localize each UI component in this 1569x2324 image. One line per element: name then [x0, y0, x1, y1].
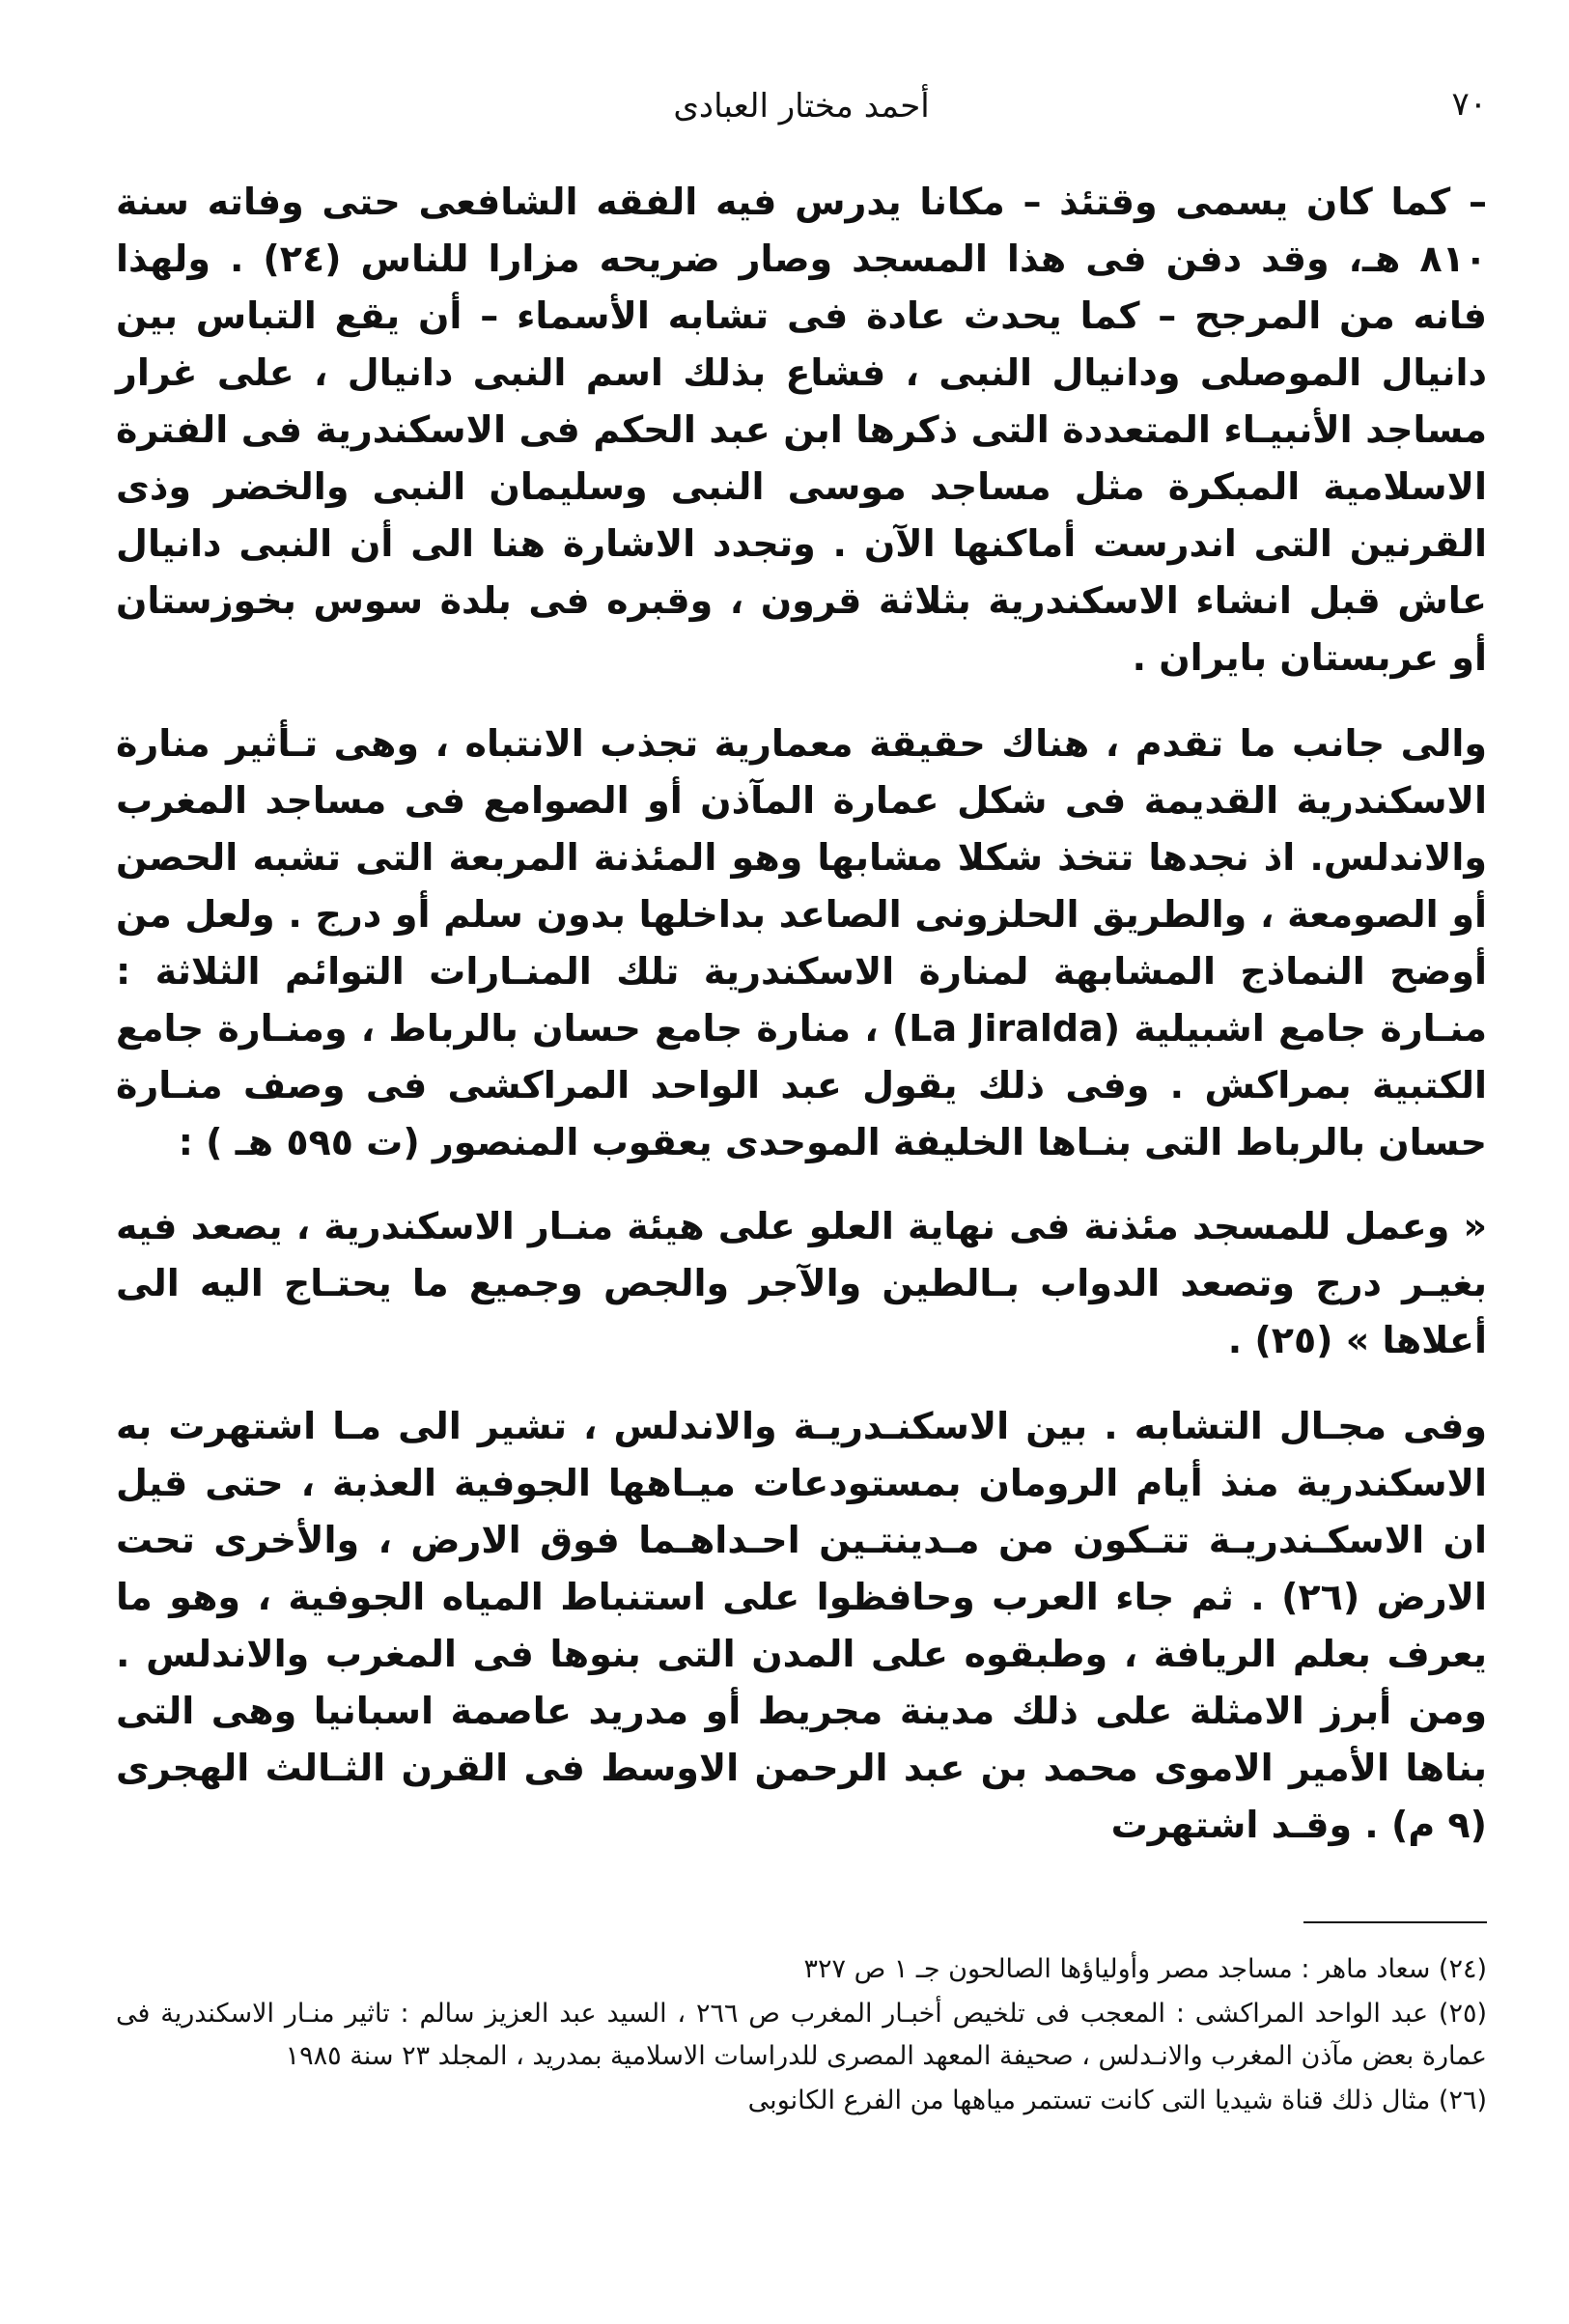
footnote-26: (٢٦) مثال ذلك قناة شيديا التى كانت تستمر مياهها من الفرع الكانوبى	[747, 2086, 1487, 2115]
footnote-divider	[1303, 1921, 1487, 1923]
block-quote: « وعمل للمسجد مئذنة فى نهاية العلو على هيئة منـار الاسكندرية ، يصعد فيه بغيـر درج وتصعد الدواب بـالطين والآجر والجص وجميع ما يحتـاج اليه الى أعلاها » (٢٥) .	[116, 1205, 1487, 1361]
running-head-author: أحمد مختار العبادى	[673, 87, 930, 126]
footnotes	[116, 1948, 1487, 2122]
page-number: ٧٠	[1451, 85, 1487, 124]
body-text	[116, 174, 1487, 1854]
paragraph-4: وفى مجـال التشابه . بين الاسكنـدريـة والاندلس ، تشير الى مـا اشتهرت به الاسكندرية منذ أيام الرومان بمستودعات ميـاهها الجوفية العذبة ، حتى قيل ان الاسكـندريـة تتـكون من مـدينتـين احـداهـما فوق الارض ، والأخرى تحت الارض (٢٦) . ثم جاء العرب وحافظوا على استنباط المياه الجوفية ، وهو ما يعرف بعلم الريافة ، وطبقوه على المدن التى بنوها فى المغرب والاندلس . ومن أبرز الامثلة على ذلك مدينة مجريط أو مدريد عاصمة اسبانيا وهى التى بناها الأمير الاموى محمد بن عبد الرحمن الاوسط فى القرن الثـالث الهجرى (٩ م) . وقـد اشتهرت	[116, 1405, 1487, 1846]
paragraph-2: والى جانب ما تقدم ، هناك حقيقة معمارية تجذب الانتباه ، وهى تـأثير منارة الاسكندرية القديمة فى شكل عمارة المآذن أو الصوامع فى مساجد المغرب والاندلس. اذ نجدها تتخذ شكلا مشابها وهو المئذنة المربعة التى تشبه الحصن أو الصومعة ، والطريق الحلزونى الصاعد بداخلها بدون سلم أو درج . ولعل من أوضح النماذج المشابهة لمنارة الاسكندرية تلك المنـارات التوائم الثلاثة : منـارة جامع اشبيلية (La Jiralda) ، منارة جامع حسان بالرباط ، ومنـارة جامع الكتبية بمراكش . وفى ذلك يقول عبد الواحد المراكشى فى وصف منـارة حسان بالرباط التى بنـاها الخليفة الموحدى يعقوب المنصور (ت ٥٩٥ هـ ) :	[116, 722, 1487, 1163]
footnote-25: (٢٥) عبد الواحد المراكشى : المعجب فى تلخيص أخبـار المغرب ص ٢٦٦ ، السيد عبد العزيز سالم : تاثير منـار الاسكندرية فى عمارة بعض مآذن المغرب والانـدلس ، صحيفة المعهد المصرى للدراسات الاسلامية بمدريد ، المجلد ٢٣ سنة ١٩٨٥	[116, 1999, 1487, 2071]
paragraph-1: – كما كان يسمى وقتئذ – مكانا يدرس فيه الفقه الشافعى حتى وفاته سنة ٨١٠ هـ، وقد دفن فى هذا المسجد وصار ضريحه مزارا للناس (٢٤) . ولهذا فانه من المرجح – كما يحدث عادة فى تشابه الأسماء – أن يقع التباس بين دانيال الموصلى ودانيال النبى ، فشاع بذلك اسم النبى دانيال ، على غرار مساجد الأنبيـاء المتعددة التى ذكرها ابن عبد الحكم فى الاسكندرية فى الفترة الاسلامية المبكرة مثل مساجد موسى النبى وسليمان النبى والخضر وذى القرنين التى اندرست أماكنها الآن . وتجدد الاشارة هنا الى أن النبى دانيال عاش قبل انشاء الاسكندرية بثلاثة قرون ، وقبره فى بلدة سوس بخوزستان أو عربستان بايران .	[116, 181, 1487, 679]
running-head	[116, 68, 1487, 135]
footnote-24: (٢٤) سعاد ماهر : مساجد مصر وأولياؤها الصالحون جـ ١ ص ٣٢٧	[803, 1954, 1487, 1984]
book-page	[116, 68, 1487, 2279]
